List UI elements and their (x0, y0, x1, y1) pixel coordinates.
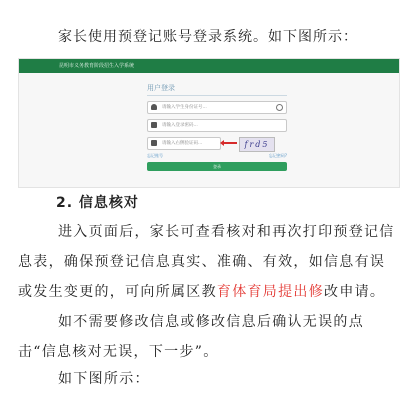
captcha-image[interactable]: frd5 (239, 137, 275, 152)
lock-icon (151, 122, 157, 128)
username-field[interactable] (147, 101, 287, 114)
password-field[interactable] (147, 119, 287, 132)
eye-icon[interactable] (276, 104, 283, 111)
login-button[interactable]: 登录 (147, 162, 287, 171)
login-title: 用户登录 (147, 83, 287, 96)
login-links (147, 153, 287, 160)
red-arrow-icon (223, 142, 237, 144)
paragraph-3: 如下图所示： (58, 371, 150, 387)
paragraph-2: 如不需要修改信息或修改信息后确认无误的点击“信息核对无误，下一步”。 (18, 314, 364, 360)
paragraph-1-text: 进入页面后，家长可查看核对和再次打印预登记信息表，确保预登记信息真实、准确、有效，如信息有误或发生变更的，可向所属区教 (18, 224, 395, 300)
lock-icon (151, 140, 157, 146)
captcha-placeholder: 请输入右侧验证码... (162, 141, 203, 146)
paragraph-1 (18, 217, 400, 307)
login-card (147, 83, 287, 175)
forgot-password-link[interactable]: 忘记密码? (268, 153, 287, 158)
forgot-account-link[interactable]: 忘记账号 (147, 153, 163, 158)
section-heading: 2. 信息核对 (56, 195, 139, 211)
captcha-field[interactable] (147, 137, 221, 150)
system-header: 昆明市义务教育阶段招生入学系统 (19, 59, 399, 73)
login-screenshot (18, 58, 400, 188)
paragraph-1-end: 改申请。 (324, 284, 386, 300)
username-placeholder: 请输入学生身份证号... (162, 105, 207, 110)
intro-text: 家长使用预登记账号登录系统。如下图所示： (58, 29, 358, 45)
captcha-row (147, 137, 287, 150)
password-placeholder: 请输入登录密码... (162, 123, 198, 128)
user-icon (151, 104, 157, 110)
highlighted-text: 育体育局提出修 (216, 284, 325, 300)
